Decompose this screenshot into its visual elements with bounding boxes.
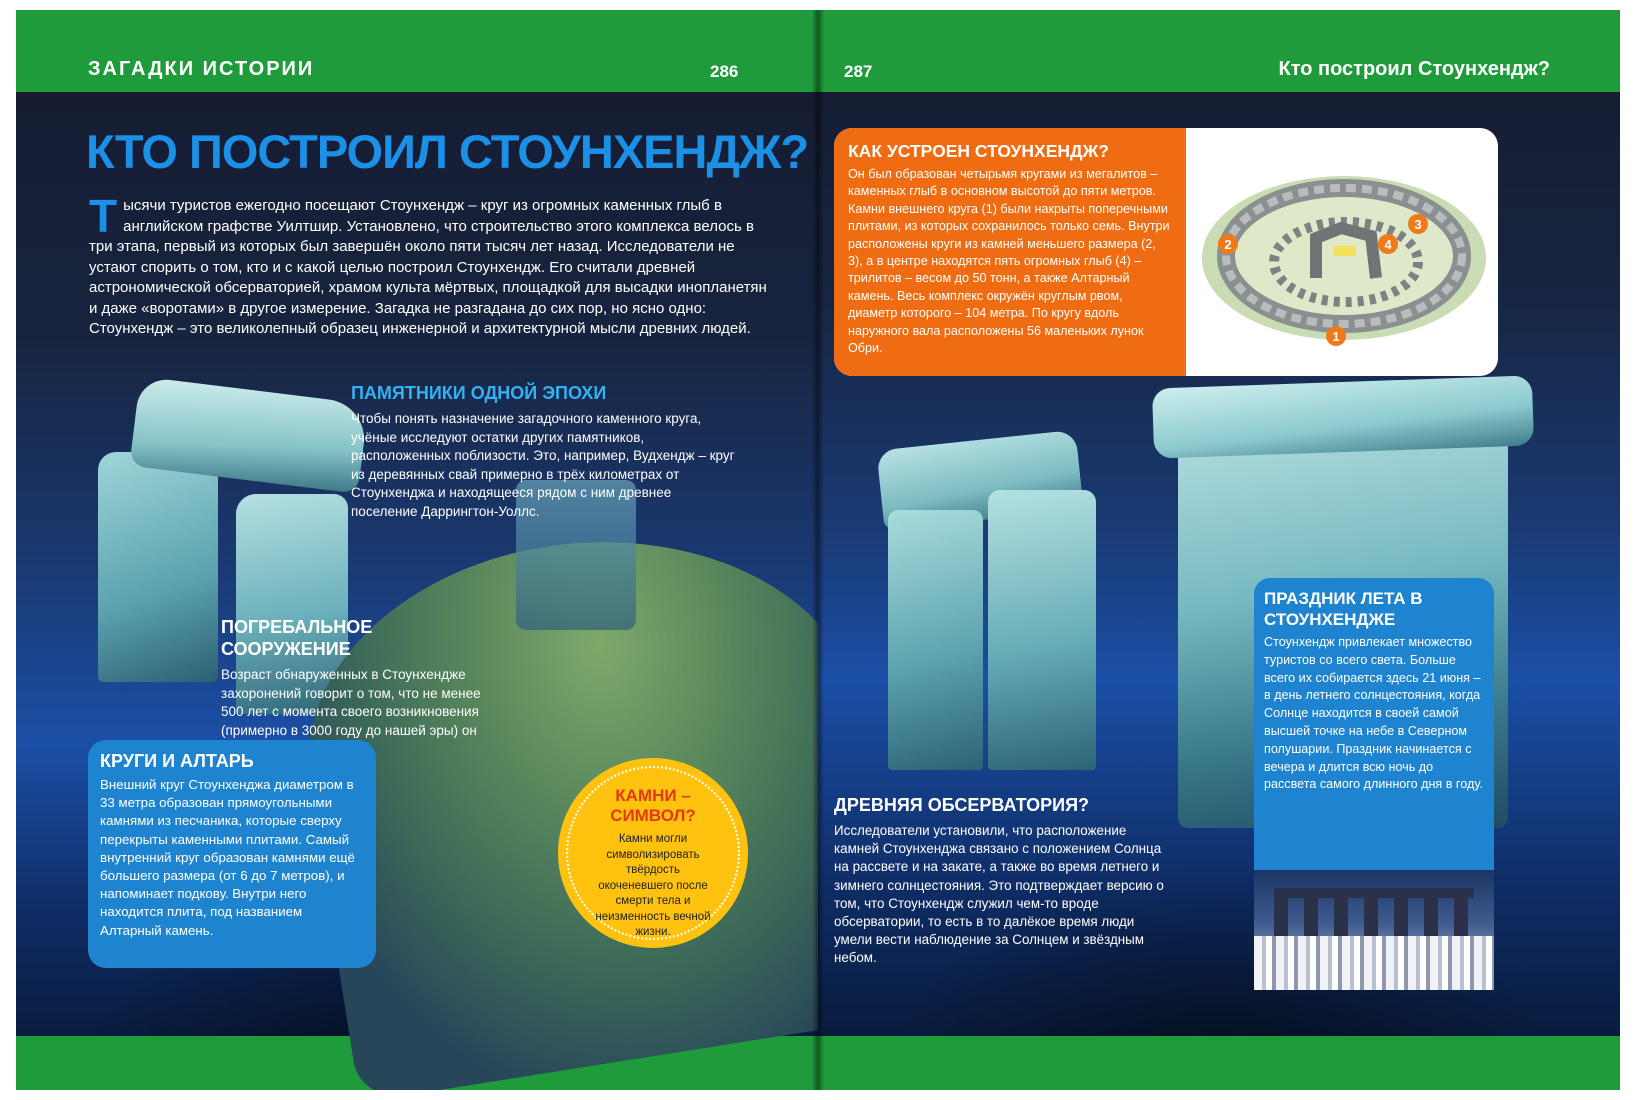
right-page: [818, 10, 1620, 1090]
drop-cap: Т: [89, 190, 118, 242]
sidebar-burial-text: Возраст обнаруженных в Стоунхендже захоронений говорит о том, что не менее 500 лет с момента своего возникновения (примерно в 3000 году до нашей эры) он: [221, 667, 481, 738]
sidebar-observatory: [834, 794, 1174, 968]
running-title: Кто построил Стоунхендж?: [1278, 58, 1550, 80]
circles-altar-box: [88, 740, 376, 968]
observatory-heading: ДРЕВНЯЯ ОБСЕРВАТОРИЯ?: [834, 795, 1090, 815]
festival-text: Стоунхендж привлекает множество туристов со всего света. Больше всего их собирается здесь 21 июня – в день летнего солнцестояния, когда Солнце находится в своей самой высшей точке на небе в Северном полушарии. Праздник начинается с вечера и длится всю ночь до рассвета самого длинного дня в году.: [1264, 635, 1483, 792]
festival-photo-crowd: [1254, 936, 1494, 990]
stonehenge-diagram: [1186, 128, 1498, 376]
observatory-text: Исследователи установили, что расположение камней Стоунхенджа связано с положением Солнца на рассвете и на закате, а также во время летнего и зимнего солнцестояния. Это подтверждает версию о том, что Стоунхендж служил чем-то вроде обсерватории, то есть в то далёкое время люди умели вести наблюдение за Солнцем и звёздным небом.: [834, 823, 1164, 966]
festival-photo: [1254, 870, 1494, 990]
page-number-right: 287: [844, 62, 873, 81]
left-page: [16, 10, 818, 1090]
marker-1: 1: [1332, 329, 1340, 344]
sidebar-burial: [221, 616, 506, 759]
symbol-badge-text: Камни могли символизировать твёрдость окоченевшего после смерти тела и неизменность вечной жизни.: [595, 833, 711, 938]
section-label: ЗАГАДКИ ИСТОРИИ: [88, 58, 315, 80]
marker-2: 2: [1224, 237, 1232, 252]
symbol-badge-heading: КАМНИ – СИМВОЛ?: [610, 786, 696, 825]
sidebar-burial-heading: ПОГРЕБАЛЬНОЕ СООРУЖЕНИЕ: [221, 617, 373, 659]
symbol-badge: [558, 758, 748, 948]
sidebar-epoch: [351, 382, 741, 521]
intro-text: ысячи туристов ежегодно посещают Стоунхендж – круг из огромных каменных глыб в английском графстве Уилтшир. Установлено, что строительство этого комплекса велось в три этапа, первый из которых был завершён около пяти тысяч лет назад. Исследователи не устают спорить о том, кто и с какой целью построил Стоунхендж. Его считали древней астрономической обсерваторией, храмом культа мёртвых, площадкой для высадки инопланетян и даже «воротами» в другое измерение. Загадка не разгадана до сих пор, но ясно одно: Стоунхендж – это великолепный образец инженерной и архитектурной мысли древних людей.: [89, 197, 767, 337]
marker-4: 4: [1384, 237, 1392, 252]
festival-text-area: [1254, 578, 1494, 794]
intro-paragraph: [89, 190, 769, 340]
page-title: КТО ПОСТРОИЛ СТОУНХЕНДЖ?: [86, 125, 809, 178]
circles-altar-text: Внешний круг Стоунхенджа диаметром в 33 метра образован прямоугольными камнями из песчаника, которые сверху перекрыты каменными плитами. Самый внутренний круг образован камнями ещё большего размера (от 6 до 7 метров), и напоминает подкову. Внутри него находится плита, под названием Алтарный камень.: [100, 777, 355, 938]
right-footer-band: [818, 1036, 1620, 1090]
stone-right-upright-1: [888, 510, 983, 770]
circles-altar-heading: КРУГИ И АЛТАРЬ: [100, 751, 254, 771]
book-spread: [16, 10, 1620, 1090]
structure-text-area: [834, 128, 1186, 376]
page-number-left: 286: [710, 62, 739, 81]
festival-photo-stones: [1274, 888, 1474, 938]
structure-panel: [834, 128, 1498, 376]
stone-left-upright: [98, 452, 218, 682]
structure-text: Он был образован четырьмя кругами из мегалитов – каменных глыб в основном высотой до пяти метров. Камни внешнего круга (1) были накрыты поперечными плитами, из которых сохранилось только семь. Внутри расположены круги из камней меньшего размера (2, 3), а в центре находятся пять огромных глыб (4) – трилитов – весом до 50 тонн, а также Алтарный камень. Весь комплекс окружён круглым рвом, диаметр которого – 104 метра. По кругу вдоль наружного вала расположены 56 маленьких лунок Обри.: [848, 167, 1170, 356]
book-gutter: [812, 10, 824, 1090]
structure-heading: КАК УСТРОЕН СТОУНХЕНДЖ?: [848, 141, 1109, 161]
sidebar-epoch-text: Чтобы понять назначение загадочного каменного круга, учёные исследуют остатки других памятников, расположенных поблизости. Это, например, Вудхендж – круг из деревянных свай примерно в трёх километрах от Стоунхенджа и находящееся рядом с ним древнее поселение Даррингтон-Уоллс.: [351, 411, 735, 519]
marker-3: 3: [1414, 217, 1422, 232]
stone-right-upright-2: [988, 490, 1096, 770]
stone-right-lintel-2: [1152, 375, 1534, 458]
festival-heading: ПРАЗДНИК ЛЕТА В СТОУНХЕНДЖЕ: [1264, 589, 1423, 629]
sidebar-epoch-heading: ПАМЯТНИКИ ОДНОЙ ЭПОХИ: [351, 383, 607, 403]
festival-box: [1254, 578, 1494, 990]
